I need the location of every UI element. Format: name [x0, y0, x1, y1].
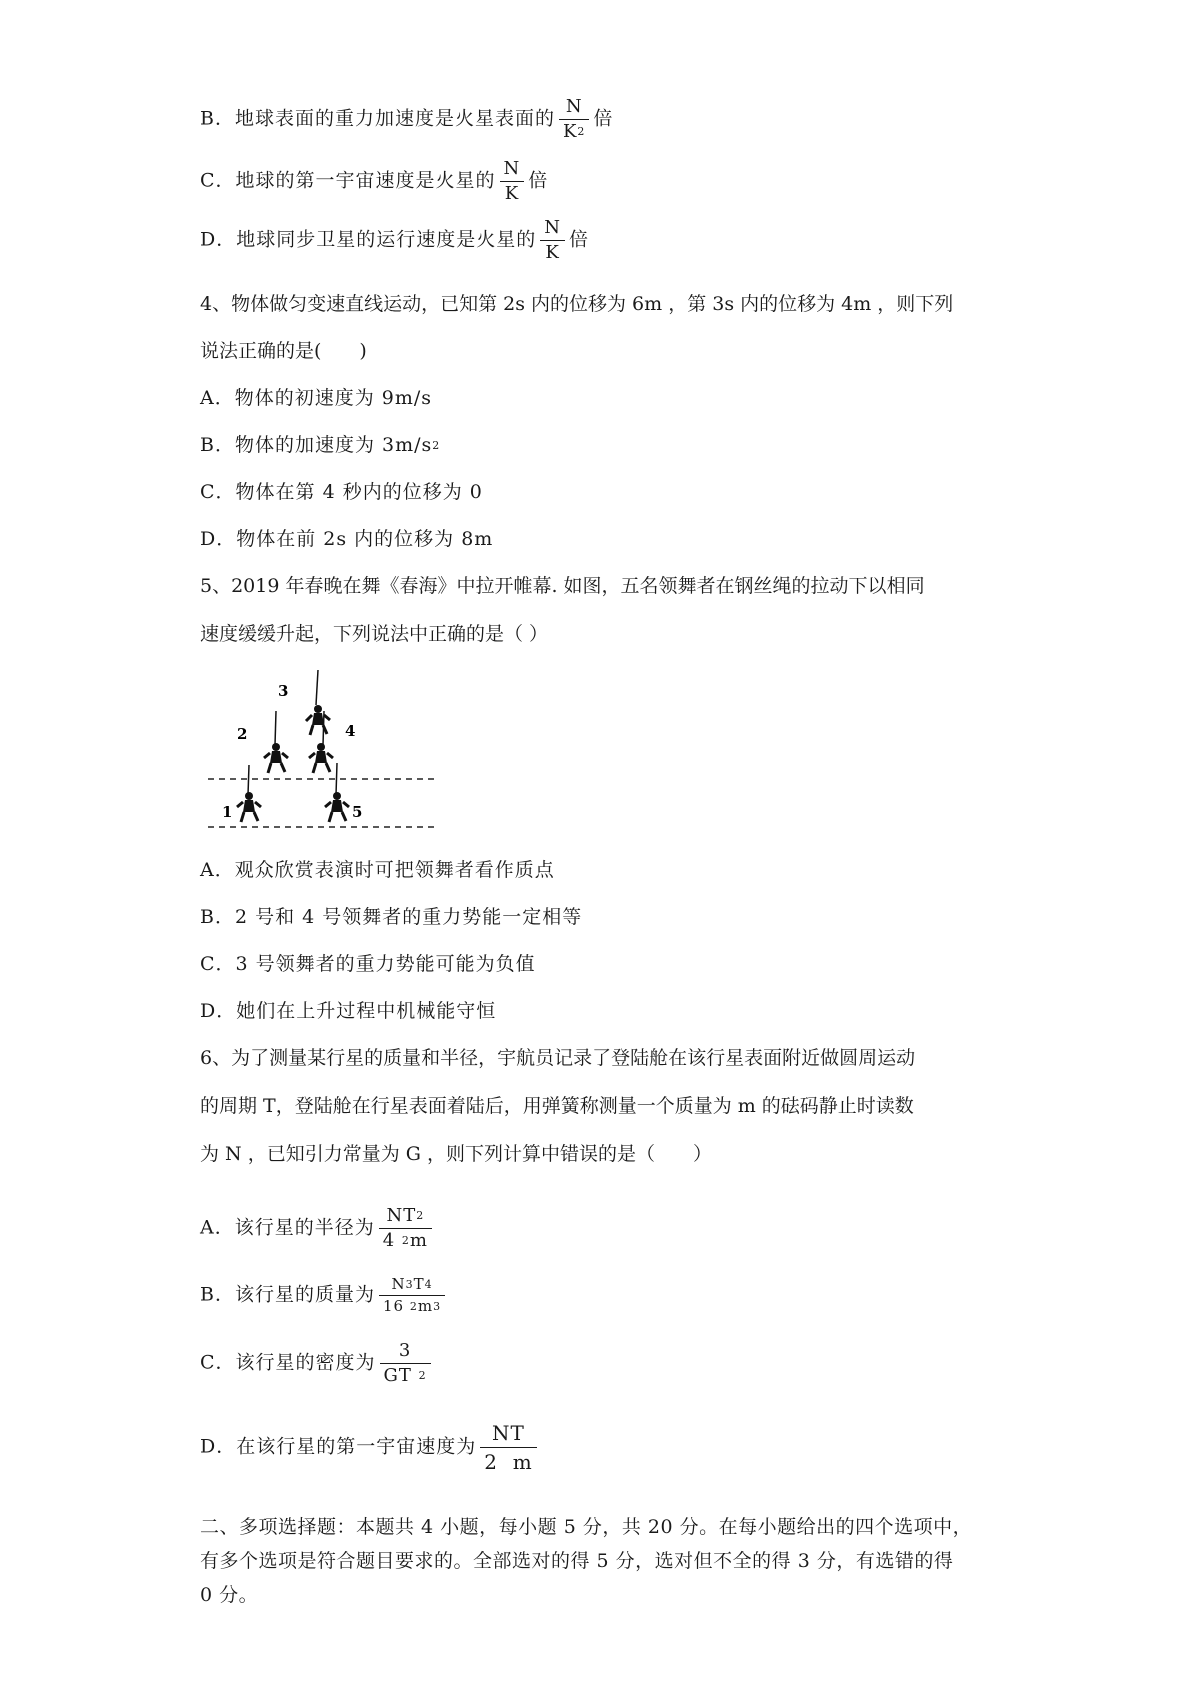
q6-stem-line1: 6、为了测量某行星的质量和半径，宇航员记录了登陆舱在该行星表面附近做圆周运动: [200, 1047, 916, 1069]
label-3: 3: [278, 682, 289, 700]
fraction-numerator: NT: [480, 1420, 536, 1448]
q3-option-d: [200, 217, 589, 264]
q4-stem-line1: 4、物体做匀变速直线运动，已知第 2s 内的位移为 6m ，第 3s 内的位移为 4m ，则下列: [200, 293, 954, 315]
q4-option-d: D．物体在前 2s 内的位移为 8m: [200, 528, 494, 550]
den-superscript: 2: [401, 1234, 410, 1247]
den-base: 4: [382, 1230, 396, 1251]
fraction-denominator: K: [504, 183, 520, 204]
q6-option-b-text: B．该行星的质量为: [200, 1283, 375, 1306]
fraction-numerator: 3: [380, 1340, 431, 1364]
fraction: [559, 96, 589, 143]
q6-option-a-text: A．该行星的半径为: [200, 1216, 375, 1239]
q6-option-c-text: C．该行星的密度为: [200, 1351, 376, 1374]
q4-option-b: [200, 432, 440, 459]
fraction-denominator: K: [545, 242, 560, 263]
den-base: GT: [383, 1365, 412, 1386]
fraction-numerator: [379, 1205, 432, 1229]
q6-option-d: [200, 1420, 541, 1475]
fraction-denominator: [379, 1229, 432, 1252]
label-4: 4: [345, 722, 356, 740]
fraction-denominator: [559, 120, 589, 143]
num-sup-a: 3: [405, 1278, 414, 1291]
den-superscript: 2: [409, 1300, 418, 1313]
suffix: 倍: [593, 107, 614, 130]
den-superscript: 2: [418, 1369, 427, 1382]
label-2: 2: [237, 725, 248, 743]
fraction-numerator: N: [500, 158, 525, 182]
fraction: [500, 158, 525, 205]
q6-stem-line3: 为 N ，已知引力常量为 G ，则下列计算中错误的是（ ）: [200, 1143, 712, 1165]
den-base: 2: [484, 1450, 498, 1474]
den-superscript: 2: [577, 125, 586, 138]
q4-option-c: C．物体在第 4 秒内的位移为 0: [200, 481, 483, 503]
num-base: NT: [386, 1205, 417, 1226]
section2-line2: 有多个选项是符合题目要求的。全部选对的得 5 分，选对但不全的得 3 分，有选错的得: [200, 1550, 954, 1572]
section2-line3: 0 分。: [200, 1584, 259, 1606]
section2-instructions: [200, 1510, 1000, 1612]
dancer-3: [306, 670, 330, 735]
q5-stem-line1: 5、2019 年春晚在舞《春海》中拉开帷幕. 如图，五名领舞者在钢丝绳的拉动下以相同: [200, 575, 925, 597]
q5-stem-line2: 速度缓缓升起，下列说法中正确的是（ ）: [200, 623, 549, 645]
q4-option-b-text: B．物体的加速度为 3m/s: [200, 434, 433, 456]
fraction: [540, 217, 565, 264]
den-base: 16: [382, 1297, 405, 1315]
q6-option-d-text: D．在该行星的第一宇宙速度为: [200, 1435, 477, 1458]
q3-option-c: [200, 158, 548, 205]
num-sup-b: 4: [424, 1278, 433, 1291]
fraction-numerator: N: [559, 96, 589, 120]
suffix: 倍: [568, 228, 589, 251]
dancer-2: [264, 711, 288, 773]
section2-line1: 二、多项选择题：本题共 4 小题，每小题 5 分，共 20 分。在每小题给出的四个选项中，: [200, 1516, 973, 1538]
fraction-numerator: [379, 1275, 445, 1296]
q6-option-a: [200, 1205, 436, 1252]
fraction-denominator: [380, 1364, 431, 1387]
q3-option-c-text: C．地球的第一宇宙速度是火星的: [200, 169, 496, 192]
dancers-diagram: [200, 665, 440, 830]
fraction-numerator: N: [540, 217, 565, 241]
dancer-1: [237, 765, 261, 822]
superscript: 2: [432, 439, 441, 452]
fraction-denominator: [480, 1448, 536, 1475]
num-b: T: [413, 1275, 425, 1293]
q3-option-b-text: B．地球表面的重力加速度是火星表面的: [200, 107, 555, 130]
den-base: K: [562, 121, 578, 142]
fraction: [379, 1205, 432, 1252]
fraction: [380, 1340, 431, 1387]
label-5: 5: [352, 803, 363, 821]
dancers-figure: [200, 665, 440, 830]
fraction: [379, 1275, 445, 1316]
den-tail: m: [512, 1450, 533, 1474]
fraction-denominator: [379, 1296, 445, 1316]
q5-option-a: A．观众欣赏表演时可把领舞者看作质点: [200, 859, 555, 881]
fraction: [480, 1420, 536, 1475]
q6-stem-line2: 的周期 T，登陆舱在行星表面着陆后，用弹簧称测量一个质量为 m 的砝码静止时读数: [200, 1095, 914, 1117]
q3-option-b: [200, 96, 613, 143]
q3-option-d-text: D．地球同步卫星的运行速度是火星的: [200, 228, 537, 251]
den-tail: m: [409, 1230, 428, 1251]
den-superscript-2: 3: [433, 1300, 442, 1313]
num-a: N: [391, 1275, 406, 1293]
q6-option-c: [200, 1340, 435, 1387]
q4-stem-line2: 说法正确的是( ): [200, 340, 367, 362]
label-1: 1: [222, 803, 233, 821]
q6-option-b: [200, 1275, 449, 1316]
num-superscript: 2: [416, 1209, 425, 1222]
q5-option-b: B．2 号和 4 号领舞者的重力势能一定相等: [200, 906, 583, 928]
den-tail: m: [417, 1297, 434, 1315]
q5-option-c: C．3 号领舞者的重力势能可能为负值: [200, 953, 536, 975]
q5-option-d: D．她们在上升过程中机械能守恒: [200, 1000, 497, 1022]
q4-option-a: A．物体的初速度为 9m/s: [200, 387, 433, 409]
suffix: 倍: [528, 169, 549, 192]
